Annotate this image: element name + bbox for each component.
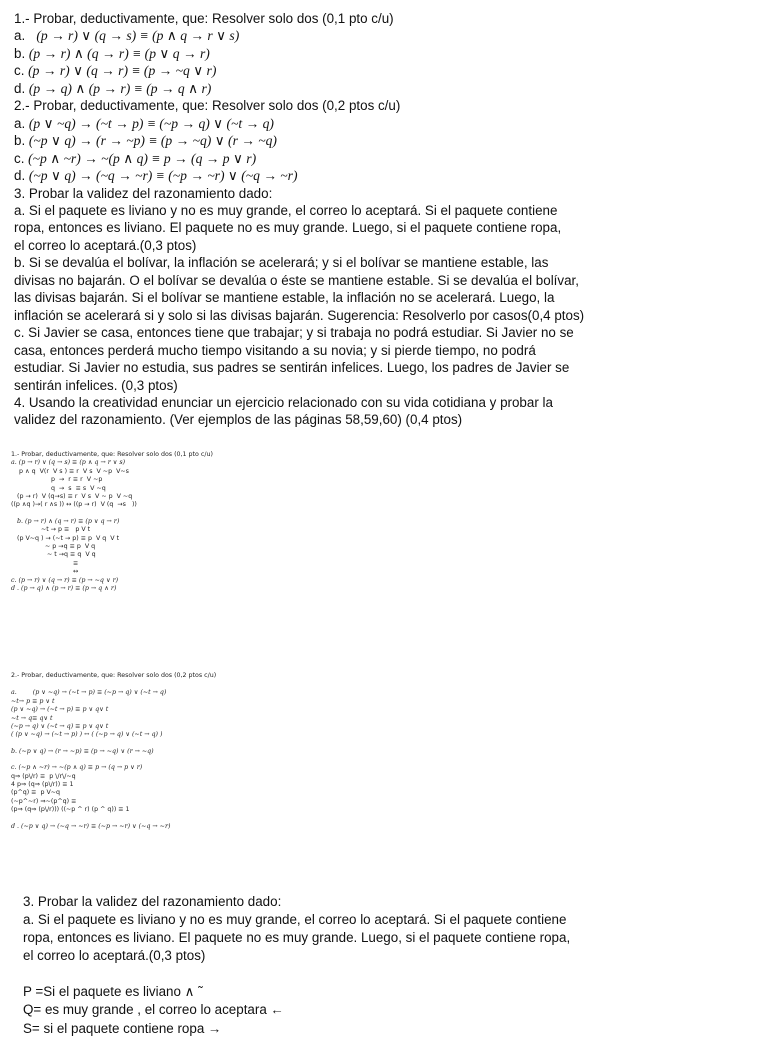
work-1-line: ~t → p ≡ p V t — [11, 526, 91, 534]
work-1-line: (p V~q ) → (~t → p) ≡ p V q V t — [11, 534, 120, 542]
work-1c-statement: c. (p → r) ∨ (q → r) ≡ (p → ~q ∨ r) — [11, 576, 119, 584]
work-1-line: ≡ — [11, 559, 79, 567]
work-section-1 — [11, 451, 751, 594]
work-1-line: (p → r) V (q→s) ≡ r V s V ~ p V ~q — [11, 493, 133, 501]
question-2c: c. (~p ∧ ~r) → ~(p ∧ q) ≡ p → (q → p ∨ r) — [14, 150, 257, 166]
work-2-heading: 2.- Probar, deductivamente, que: Resolver solo dos (0,2 ptos c/u) — [11, 672, 217, 679]
question-3a-line: ropa, entonces es liviano. El paquete no es muy grande. Luego, si el paquete contiene ropa, — [14, 220, 562, 236]
question-2a: a. (p ∨ ~q) → (~t → p) ≡ (~p → q) ∨ (~t → q) — [14, 115, 274, 131]
question-1-heading: 1.- Probar, deductivamente, que: Resolver solo dos (0,1 pto c/u) — [14, 11, 394, 26]
spacer — [11, 680, 751, 689]
answer-section — [23, 893, 743, 1038]
spacer — [11, 510, 751, 518]
exercise-statement — [14, 10, 754, 429]
work-1-line: p → r ≡ r V ~p — [11, 476, 103, 484]
question-2-heading: 2.- Probar, deductivamente, que: Resolver solo dos (0,2 ptos c/u) — [14, 98, 401, 114]
question-2d: d. (~p ∨ q) → (~q → ~r) ≡ (~p → ~r) ∨ (~q → ~r) — [14, 168, 298, 184]
work-1-line: ~ t →q ≡ q V q — [11, 551, 96, 559]
work-2-line: (~p^~r) ⇒~(p^q) ≡ — [11, 797, 77, 805]
proposition-p: P =Si el paquete es liviano ∧ ̃ — [23, 984, 199, 1000]
question-2b: b. (~p ∨ q) → (r → ~p) ≡ (p → ~q) ∨ (r → ~q) — [14, 133, 277, 149]
question-3c-line: estudiar. Si Javier no estudia, sus padres se sentirán infelices. Luego, los padres de Javier se — [14, 360, 570, 376]
work-2-line: (p ∨ ~q) → (~t → p) ≡ p ∨ q∨ t — [11, 706, 109, 714]
work-2-line: 4 p⇒ (q⇒ (p\/r)) ≡ 1 — [11, 781, 74, 789]
spacer — [11, 740, 751, 748]
question-3c-line: casa, entonces perderá mucho tiempo visitando a su novia; y si pierde tiempo, no podrá — [14, 342, 536, 358]
question-1b: b. (p → r) ∧ (q → r) ≡ (p ∨ q → r) — [14, 45, 210, 61]
work-section-2 — [11, 672, 751, 831]
work-2b-statement: b. (~p ∨ q) → (r → ~p) ≡ (p → ~q) ∨ (r → ~q) — [11, 747, 154, 755]
work-2-line: (~p → q) ∨ (~t → q) ≡ p ∨ q∨ t — [11, 723, 109, 731]
question-4-line: validez del razonamiento. (Ver ejemplos de las páginas 58,59,60) (0,4 ptos) — [14, 412, 463, 428]
spacer — [11, 815, 751, 823]
question-3a-line: el correo lo aceptará.(0,3 ptos) — [14, 237, 197, 253]
question-1d: d. (p → q) ∧ (p → r) ≡ (p → q ∧ r) — [14, 80, 212, 96]
spacer — [11, 756, 751, 764]
question-3c-line: c. Si Javier se casa, entonces tiene que trabajar; y si trabaja no podrá estudiar. Si Javier no se — [14, 325, 574, 341]
work-1a-statement: a. (p → r) ∨ (q → s) ≡ (p ∧ q → r ∨ s) — [11, 459, 126, 467]
question-1c: c. (p → r) ∨ (q → r) ≡ (p → ~q ∨ r) — [14, 63, 217, 79]
question-3-heading: 3. Probar la validez del razonamiento dado: — [14, 185, 273, 201]
work-1d-statement: d . (p → q) ∧ (p → r) ≡ (p → q ∧ r) — [11, 585, 117, 593]
work-2-line: ~t→ p ≡ p ∨ t — [11, 697, 55, 705]
answer-statement-line: el correo lo aceptará.(0,3 ptos) — [23, 948, 206, 964]
spacer — [23, 965, 743, 983]
work-2-line: (p^q) ≡ p V~q — [11, 789, 61, 797]
question-3b-line: inflación se acelerará si y solo si las divisas bajarán. Sugerencia: Resolverlo por casos(0,4 ptos) — [14, 307, 585, 323]
answer-statement-line: a. Si el paquete es liviano y no es muy grande, el correo lo aceptará. Si el paquete contiene — [23, 912, 567, 928]
question-4-line: 4. Usando la creatividad enunciar un ejercicio relacionado con su vida cotidiana y probar la — [14, 394, 553, 410]
question-3c-line: sentirán infelices. (0,3 ptos) — [14, 377, 178, 393]
work-2c-statement: c. (~p ∧ ~r) → ~(p ∧ q) ≡ p → (q → p ∨ r) — [11, 764, 143, 772]
work-2-line: ( (p ∨ ~q) → (~t → p) ) ↔ ( (~p → q) ∨ (~t → q) ) — [11, 731, 163, 739]
work-1-line: ~ p →q ≡ p V q — [11, 543, 96, 551]
question-3b-line: divisas no bajarán. O el bolívar se devalúa o éste se mantiene estable. Si se devalúa el bolívar, — [14, 272, 579, 288]
answer-statement-line: ropa, entonces es liviano. El paquete no es muy grande. Luego, si el paquete contiene ropa, — [23, 930, 571, 946]
work-2d-statement: d . (~p ∨ q) → (~q → ~r) ≡ (~p → ~r) ∨ (~q → ~r) — [11, 822, 171, 830]
work-1-line: ((p ∧q )→( r ∧s )) ↔ ((p → r) V (q →s )) — [11, 501, 137, 509]
work-1-line: ↔ — [11, 568, 79, 576]
question-1a: a. (p → r) ∨ (q → s) ≡ (p ∧ q → r ∨ s) — [14, 28, 240, 44]
work-1-heading: 1.- Probar, deductivamente, que: Resolver solo dos (0,1 pto c/u) — [11, 451, 213, 458]
proposition-q: Q= es muy grande , el correo lo aceptara ← — [23, 1002, 284, 1018]
question-3a-line: a. Si el paquete es liviano y no es muy grande, el correo lo aceptará. Si el paquete contiene — [14, 202, 558, 218]
work-1-line: p ∧ q V(r V s ) ≡ r V s V ~p V~s — [11, 467, 129, 475]
work-1b-statement: b. (p → r) ∧ (q → r) ≡ (p ∨ q → r) — [11, 517, 120, 525]
proposition-s: S= si el paquete contiene ropa → — [23, 1020, 222, 1036]
work-2-line: ~t → q≡ q∨ t — [11, 714, 53, 722]
answer-heading: 3. Probar la validez del razonamiento dado: — [23, 894, 282, 909]
question-3b-line: las divisas bajarán. Si el bolívar se mantiene estable, la inflación no se acelerará. Luego, la — [14, 290, 555, 306]
work-2-line: (p⇒ (q⇒ (p\/r))) ((~p ^ r) (p ^ q)) ≡ 1 — [11, 806, 130, 814]
work-2a-statement: a. (p ∨ ~q) → (~t → p) ≡ (~p → q) ∨ (~t → q) — [11, 689, 167, 697]
work-1-line: q → s ≡ s V ~q — [11, 484, 106, 492]
question-3b-line: b. Si se devalúa el bolívar, la inflación se acelerará; y si el bolívar se mantiene estable, las — [14, 255, 549, 271]
work-2-line: q⇒ (p\/r) ≡ p \/r\/~q — [11, 772, 76, 780]
